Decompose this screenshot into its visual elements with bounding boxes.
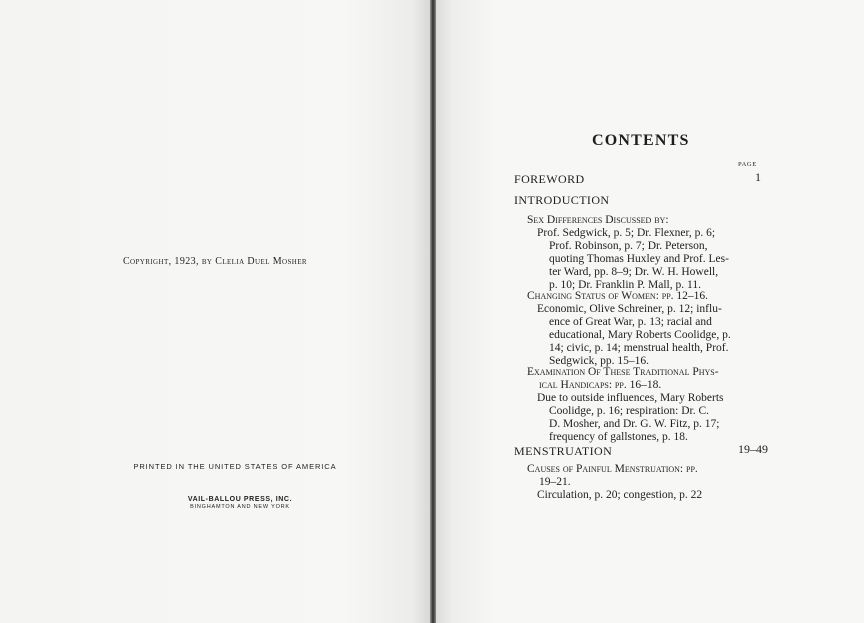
toc-line: Circulation, p. 20; congestion, p. 22 <box>537 489 703 501</box>
toc-line: Economic, Olive Schreiner, p. 12; influ- <box>537 303 722 315</box>
toc-line: educational, Mary Roberts Coolidge, p. <box>549 329 731 341</box>
toc-line: Sedgwick, pp. 15–16. <box>549 355 649 367</box>
toc-sub-painful <box>527 463 698 489</box>
toc-sub-examination-body <box>537 392 772 444</box>
toc-line: 14; civic, p. 14; menstrual health, Prof. <box>549 342 729 354</box>
toc-sub-changing-status <box>527 290 708 303</box>
toc-line: quoting Thomas Huxley and Prof. Les- <box>549 253 729 265</box>
press-imprint <box>0 496 480 510</box>
toc-sub-heading: Causes of Painful Menstruation: pp. <box>527 463 698 475</box>
printed-in-line: PRINTED IN THE UNITED STATES OF AMERICA <box>133 462 337 471</box>
toc-sub-sex-differences <box>527 214 669 227</box>
contents-title: CONTENTS <box>592 132 690 149</box>
toc-line: D. Mosher, and Dr. G. W. Fitz, p. 17; <box>549 418 720 430</box>
toc-entry-menstruation: MENSTRUATION <box>514 444 613 458</box>
copyright-line: Copyright, 1923, by Clelia Duel Mosher <box>122 256 308 267</box>
toc-sub-heading: Sex Differences Discussed by: <box>527 214 669 226</box>
toc-line: ence of Great War, p. 13; racial and <box>549 316 712 328</box>
toc-sub-heading: Changing Status of Women: pp. 12–16. <box>527 290 709 302</box>
toc-line: Coolidge, p. 16; respiration: Dr. C. <box>549 405 710 417</box>
toc-line: frequency of gallstones, p. 18. <box>549 431 688 443</box>
page-column-label: PAGE <box>738 161 757 168</box>
toc-line: Prof. Robinson, p. 7; Dr. Peterson, <box>549 240 708 252</box>
toc-line: Prof. Sedgwick, p. 5; Dr. Flexner, p. 6; <box>537 227 716 239</box>
left-page <box>0 0 430 623</box>
toc-sub-examination <box>527 366 719 392</box>
toc-sub-changing-status-body <box>537 303 772 368</box>
toc-page-foreword: 1 <box>755 170 761 184</box>
press-name: VAIL-BALLOU PRESS, INC. <box>187 496 293 503</box>
toc-sub-heading: ical Handicaps: pp. 16–18. <box>539 379 662 391</box>
press-city: BINGHAMTON AND NEW YORK <box>190 504 290 510</box>
toc-entry-introduction: INTRODUCTION <box>514 193 610 207</box>
toc-sub-heading: Examination Of These Traditional Phys- <box>527 366 719 378</box>
toc-entry-foreword: FOREWORD <box>514 172 585 186</box>
toc-sub-heading: 19–21. <box>539 476 571 488</box>
toc-line: p. 10; Dr. Franklin P. Mall, p. 11. <box>549 279 701 291</box>
toc-page-menstruation: 19–49 <box>738 442 768 456</box>
toc-sub-painful-body <box>537 489 772 502</box>
toc-sub-sex-differences-body <box>537 227 772 292</box>
toc-line: Due to outside influences, Mary Roberts <box>537 392 724 404</box>
toc-line: ter Ward, pp. 8–9; Dr. W. H. Howell, <box>549 266 719 278</box>
